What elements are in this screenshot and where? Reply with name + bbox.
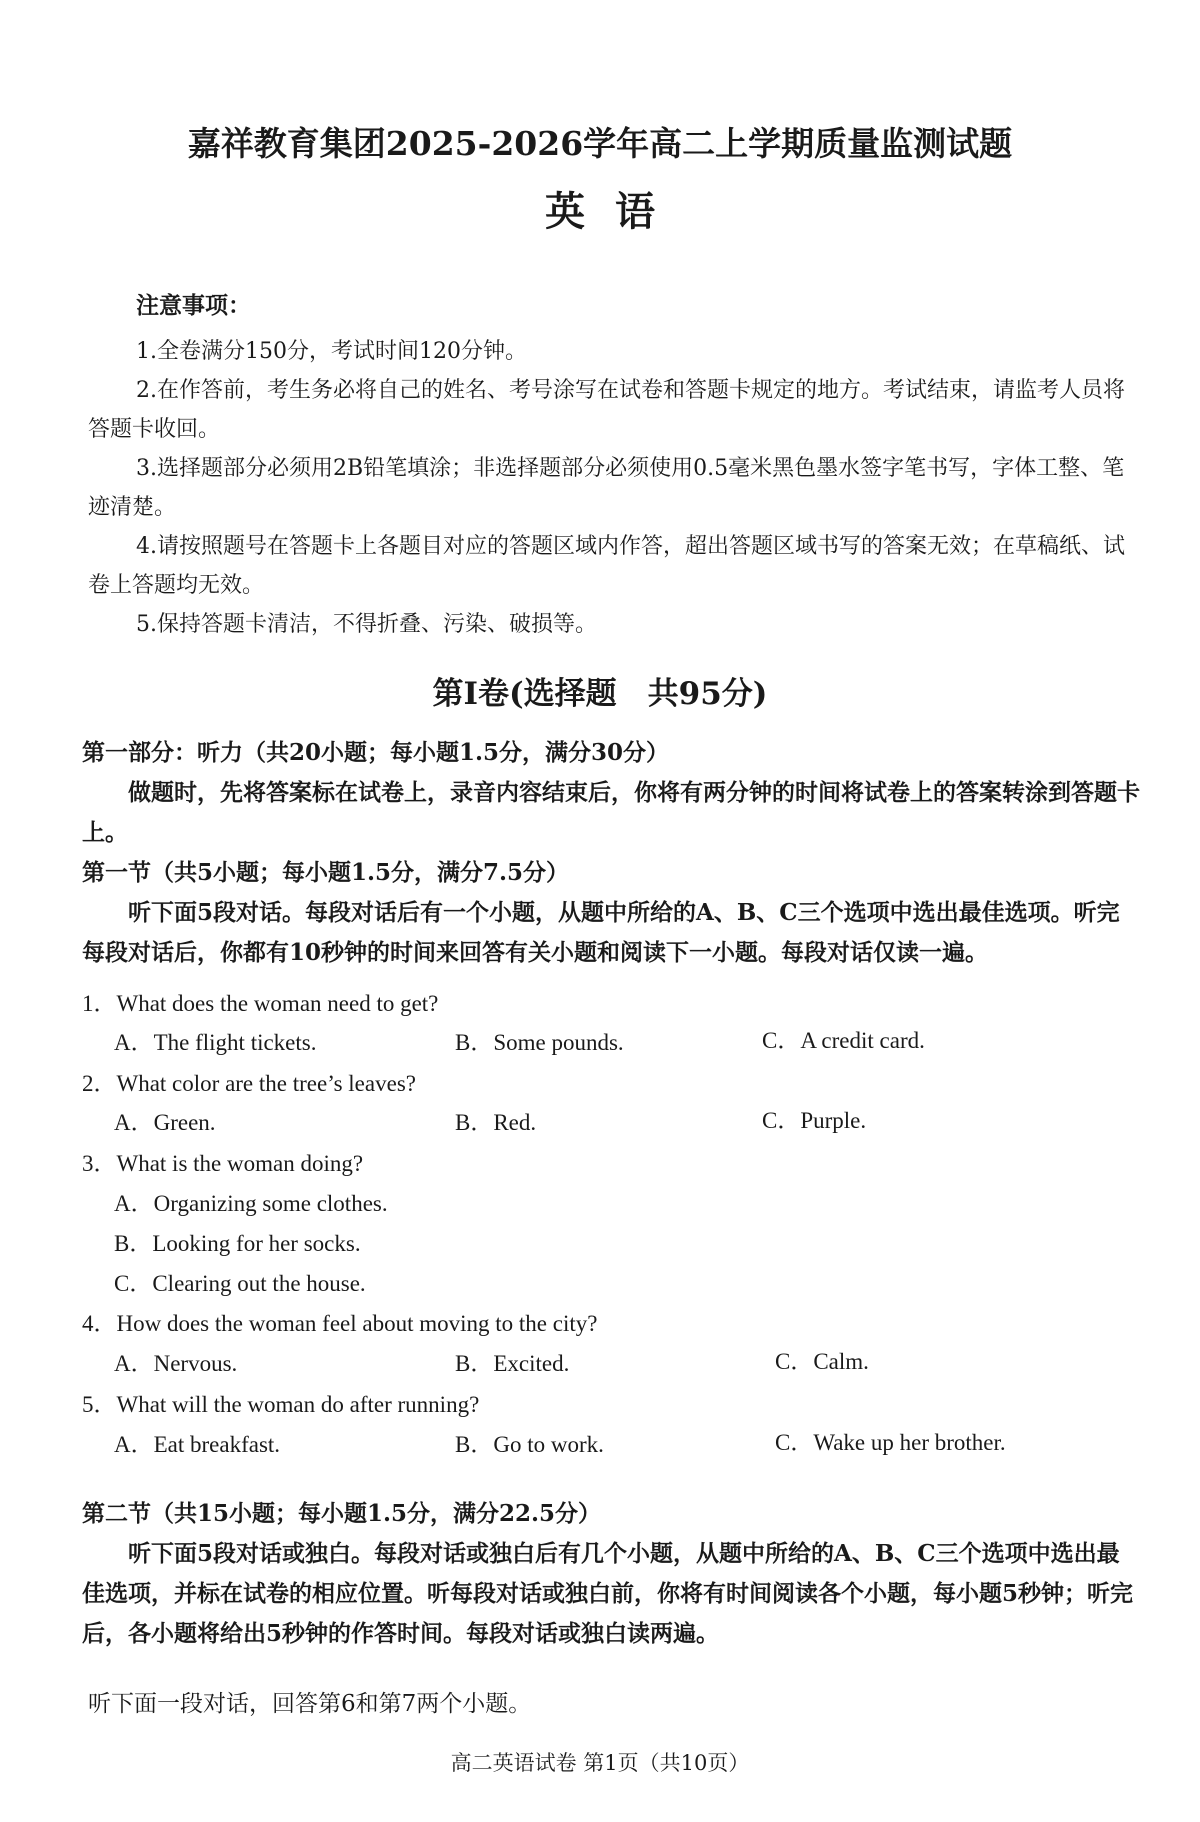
- notice-item-2: 2.在作答前，考生务必将自己的姓名、考号涂写在试卷和答题卡规定的地方。考试结束，请监考人员将答题卡收回。: [88, 378, 1125, 442]
- section2-block: [82, 1494, 1142, 1654]
- question-3-option-a[interactable]: A．Organizing some clothes.: [114, 1191, 388, 1216]
- question-5-stem: 5．What will the woman do after running?: [82, 1392, 480, 1417]
- question-1-option-c[interactable]: C．A credit card.: [762, 1028, 925, 1053]
- question-3-stem: 3．What is the woman doing?: [82, 1151, 364, 1176]
- part1-instruction: 做题时，先将答案标在试卷上，录音内容结束后，你将有两分钟的时间将试卷上的答案转涂到答题卡上。: [82, 779, 1140, 846]
- part1-heading: 第一部分：听力（共20小题；每小题1.5分，满分30分）: [82, 739, 670, 766]
- section2-instruction: 听下面5段对话或独白。每段对话或独白后有几个小题，从题中所给的A、B、C三个选项中选出最佳选项，并标在试卷的相应位置。听每段对话或独白前，你将有时间阅读各个小题，每小题5秒钟；听完后，各小题将给出5秒钟的作答时间。每段对话或独白读两遍。: [82, 1540, 1134, 1647]
- notice-heading: 注意事项：: [136, 292, 251, 319]
- question-2-option-c[interactable]: C．Purple.: [762, 1108, 867, 1133]
- question-3-option-b[interactable]: B．Looking for her socks.: [114, 1231, 361, 1256]
- volume-title: 第Ⅰ卷(选择题 共95分): [432, 676, 768, 712]
- notice-list: [88, 332, 1128, 644]
- page-footer: 高二英语试卷 第1页（共10页）: [450, 1751, 750, 1775]
- section2-lead-block: [88, 1684, 1148, 1724]
- question-2-option-a[interactable]: A．Green.: [114, 1110, 216, 1135]
- notice-item-5: 5.保持答题卡清洁，不得折叠、污染、破损等。: [136, 612, 597, 637]
- section2-lead: 听下面一段对话，回答第6和第7两个小题。: [88, 1691, 532, 1717]
- question-5-option-b[interactable]: B．Go to work.: [455, 1432, 604, 1457]
- question-5-option-c[interactable]: C．Wake up her brother.: [775, 1430, 1006, 1455]
- notice-item-1: 1.全卷满分150分，考试时间120分钟。: [136, 339, 527, 364]
- question-1-stem: 1．What does the woman need to get?: [82, 991, 439, 1016]
- notice-item-4: 4.请按照题号在答题卡上各题目对应的答题区域内作答，超出答题区域书写的答案无效；在草稿纸、试卷上答题均无效。: [88, 534, 1125, 598]
- exam-title: 嘉祥教育集团2025-2026学年高二上学期质量监测试题: [187, 124, 1013, 163]
- question-4-option-c[interactable]: C．Calm.: [775, 1349, 869, 1374]
- question-2-stem: 2．What color are the tree’s leaves?: [82, 1071, 416, 1096]
- question-4-stem: 4．How does the woman feel about moving to the city?: [82, 1311, 598, 1336]
- question-3-option-c[interactable]: C．Clearing out the house.: [114, 1271, 366, 1296]
- question-1-option-b[interactable]: B．Some pounds.: [455, 1030, 624, 1055]
- question-5-option-a[interactable]: A．Eat breakfast.: [114, 1432, 281, 1457]
- part1-block: [82, 733, 1142, 973]
- question-4-option-a[interactable]: A．Nervous.: [114, 1351, 238, 1376]
- section1-instruction: 听下面5段对话。每段对话后有一个小题，从题中所给的A、B、C三个选项中选出最佳选项。听完每段对话后，你都有10秒钟的时间来回答有关小题和阅读下一小题。每段对话仅读一遍。: [82, 899, 1120, 966]
- question-1-option-a[interactable]: A．The flight tickets.: [114, 1030, 317, 1055]
- question-4-option-b[interactable]: B．Excited.: [455, 1351, 570, 1376]
- section2-heading: 第二节（共15小题；每小题1.5分，满分22.5分）: [82, 1500, 602, 1527]
- section1-heading: 第一节（共5小题；每小题1.5分，满分7.5分）: [82, 859, 570, 886]
- subject-title: 英语: [545, 188, 685, 235]
- question-2-option-b[interactable]: B．Red.: [455, 1110, 537, 1135]
- notice-item-3: 3.选择题部分必须用2B铅笔填涂；非选择题部分必须使用0.5毫米黑色墨水签字笔书写，字体工整、笔迹清楚。: [88, 456, 1125, 520]
